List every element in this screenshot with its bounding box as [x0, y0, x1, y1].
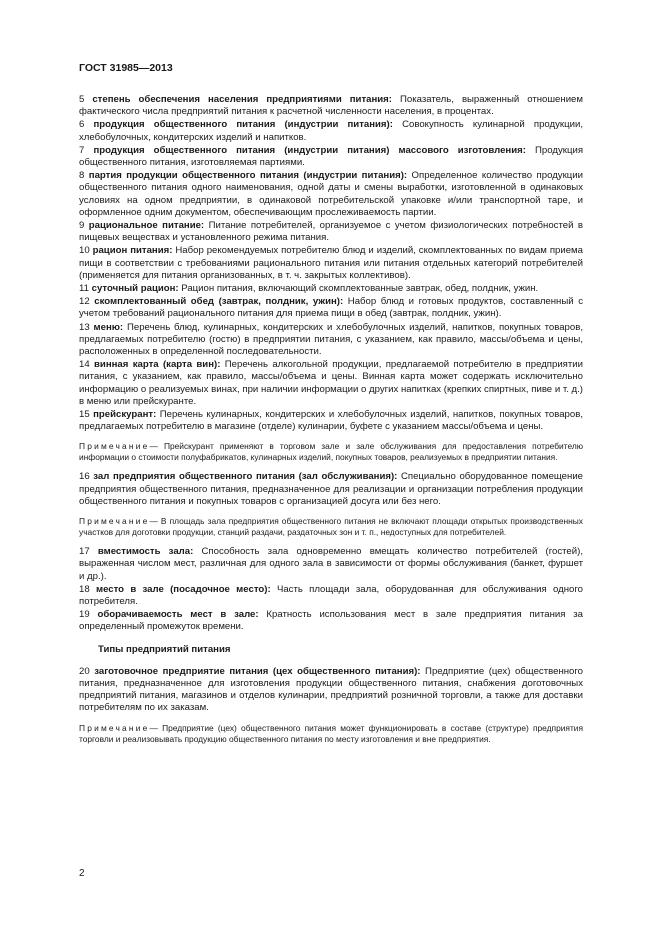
note-text: — Прейскурант применяют в торговом зале и зале обслуживания для предоставления потребителю информации о стоимости полуфабрикатов, кулинарных изделий, покупных товаров, реализуемых в предприятии питания. [79, 441, 583, 463]
entry-term: продукция общественного питания (индустрии питания) массового изготовления: [93, 144, 526, 156]
term-entry-8 [79, 170, 583, 219]
term-entry-11 [79, 283, 583, 295]
term-entry-10 [79, 245, 583, 282]
entries-group-b [79, 546, 583, 633]
entry-term: оборачиваемость мест в зале: [97, 609, 259, 621]
term-entry-6 [79, 119, 583, 143]
entry-number: 20 [79, 665, 90, 677]
note-hall-area [79, 516, 583, 538]
entry-term: суточный рацион: [91, 283, 179, 295]
entry-term: зал предприятия общественного питания (зал обслуживания): [93, 471, 398, 483]
entry-definition: Определенное количество продукции общественного питания одного наименования, одной даты и смены выработки, изготовленной в одинаковых условиях на одном предприятии, в одинаковой потребительской упаковке и/или транспортной таре, и оформленное одним документом, обеспечивающим прослеживаемость партии. [79, 170, 584, 218]
entry-definition: Совокупность кулинарной продукции, хлебобулочных, кондитерских изделий и напитков. [79, 119, 584, 143]
term-entry-14 [79, 359, 583, 408]
entry-term: степень обеспечения населения предприятиями питания: [92, 94, 392, 105]
entry-term: вместимость зала: [97, 546, 194, 558]
entry-definition: Перечень алкогольной продукции, предлагаемой потребителю в предприятии питания, с указанием, как правило, массы/объема и цены. Винная карта может содержать исключительно информацию о реализуемых винах, при наличии информации о других напитках (крепких спиртных, пиве и т. д.) в меню или прейскуранте. [79, 359, 583, 407]
entry-definition: Питание потребителей, организуемое с учетом физиологических потребностей в пищевых веществах и установленного режима питания. [79, 220, 583, 244]
page-number: 2 [79, 868, 85, 879]
note-label: Примечание [79, 722, 150, 733]
note-procurement [79, 723, 583, 745]
entry-term: рациональное питание: [88, 220, 205, 232]
entry-definition: Показатель, выраженный отношением фактического числа предприятий питания к расчетной численности населения, в процентах. [79, 94, 583, 118]
entry-term: винная карта (карта вин): [94, 359, 221, 371]
document-body [79, 94, 583, 753]
entry-definition: Часть площади зала, оборудованная для обслуживания одного потребителя. [79, 583, 583, 607]
entry-number: 11 [79, 283, 89, 295]
note-text: — Предприятие (цех) общественного питания может функционировать в составе (структуре) предприятия торговли и реализовывать продукцию общественного питания по месту изготовления и вне предприятия. [79, 722, 583, 744]
note-label: Примечание [79, 516, 150, 527]
entry-term: партия продукции общественного питания (индустрии питания): [88, 170, 408, 182]
entry-definition: Набор блюд и готовых продуктов, составленный с учетом требований рационального питания для приема пищи в обед (завтрак, полдник, ужин). [79, 296, 583, 320]
entry-number: 19 [79, 609, 90, 621]
entry-term: место в зале (посадочное место): [95, 583, 271, 595]
entry-number: 7 [79, 144, 85, 156]
entry-definition: Перечень блюд, кулинарных, кондитерских и хлебобулочных изделий, напитков, покупных товаров, предлагаемых потребителю (гостю) в предприятии питания, с указанием, как правило, массы/объема и цены, расположенных в определенной последовательности. [79, 321, 583, 358]
note-text: — В площадь зала предприятия общественного питания не включают площади открытых производственных участков для доготовки продукции, станций раздачи, раздаточных зон и т. п., недоступных для потребителей. [79, 516, 583, 538]
entry-definition: Рацион питания, включающий скомплектованные завтрак, обед, полдник, ужин. [181, 283, 539, 295]
entry-term: заготовочное предприятие питания (цех общественного питания): [94, 665, 421, 677]
term-entry-18 [79, 584, 583, 608]
note-price-list [79, 441, 583, 463]
entry-number: 14 [79, 359, 90, 371]
entry-number: 9 [79, 220, 85, 232]
term-entry-5 [79, 94, 583, 118]
entry-number: 16 [79, 471, 90, 483]
entry-definition: Перечень кулинарных, кондитерских и хлебобулочных изделий, напитков, покупных товаров, предлагаемых потребителю в магазине (отделе) кулинарии, буфете с указанием массы/объема и цены. [79, 409, 583, 433]
entry-number: 5 [79, 94, 85, 105]
entry-number: 17 [79, 546, 90, 558]
entry-number: 15 [79, 409, 90, 421]
entry-term: прейскурант: [93, 409, 157, 421]
entry-number: 12 [79, 296, 90, 308]
entry-definition: Продукция общественного питания, изготовляемая партиями. [79, 144, 584, 169]
term-entry-13 [79, 322, 583, 359]
entry-term: рацион питания: [92, 245, 173, 257]
term-entry-19 [79, 609, 583, 633]
entry-definition: Кратность использования мест в зале предприятия питания за определенный промежуток времени. [79, 609, 584, 633]
entry-term: скомплектованный обед (завтрак, полдник, ужин): [94, 296, 344, 308]
term-entry-9 [79, 220, 583, 244]
document-header: ГОСТ 31985—2013 [79, 62, 173, 74]
entry-definition: Набор рекомендуемых потребителю блюд и изделий, скомплектованных по видам приема пищи в соответствии с требованиями рационального питания или питания отдельных категорий потребителей (применяется для питания организованных, в т. ч. закрытых коллективов). [79, 245, 583, 281]
term-entry-17 [79, 546, 583, 583]
entry-definition: Специально оборудованное помещение предприятия общественного питания, предназначенное для реализации и организации потребления продукции общественного питания и покупных товаров с организацией досуга или без него. [79, 471, 584, 507]
term-entry-20 [79, 666, 583, 715]
note-label: Примечание [79, 441, 150, 452]
entry-term: продукция общественного питания (индустрии питания): [93, 119, 393, 131]
entry-definition: Предприятие (цех) общественного питания, предназначенное для изготовления продукции общественного питания, снабжения доготовочных предприятий питания, магазинов и отделов кулинарии, предприятий розничной торговли, а также для доставки потребителям по их заказам. [79, 665, 583, 714]
entry-number: 10 [79, 245, 90, 257]
term-entry-7 [79, 145, 583, 169]
term-entry-12 [79, 296, 583, 320]
entries-group-a [79, 94, 583, 433]
section-heading: Типы предприятий питания [98, 643, 231, 655]
entry-number: 13 [79, 321, 90, 333]
entry-number: 6 [79, 119, 85, 131]
term-entry-16 [79, 471, 583, 508]
term-entry-15 [79, 409, 583, 433]
entry-number: 8 [79, 170, 85, 182]
entry-number: 18 [79, 583, 90, 595]
entry-term: меню: [93, 321, 124, 333]
entry-definition: Способность зала одновременно вмещать количество потребителей (гостей), выраженная числом мест, различная для одного зала в зависимости от формы обслуживания (банкет, фуршет и др.). [79, 546, 583, 582]
